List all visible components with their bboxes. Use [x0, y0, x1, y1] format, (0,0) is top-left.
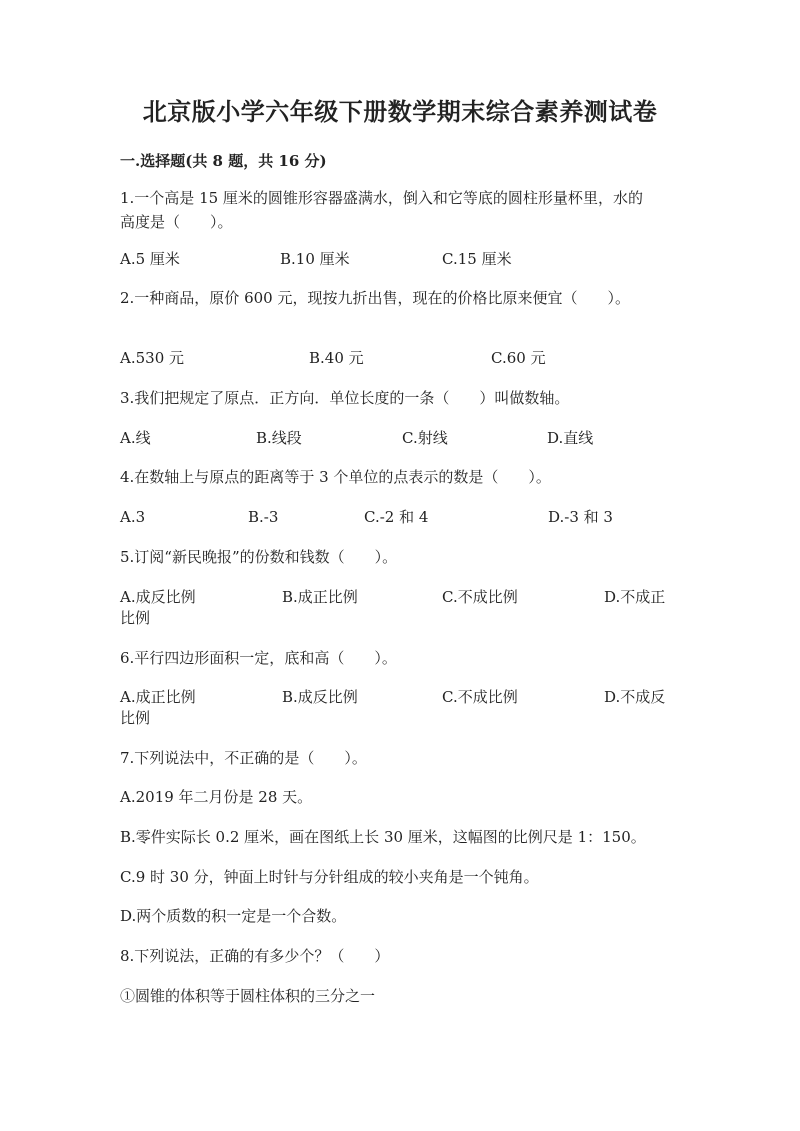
q3-option-c: C.射线 [402, 429, 448, 447]
question-7: 7.下列说法中，不正确的是（ ）。 [120, 749, 367, 767]
question-3: 3.我们把规定了原点．正方向．单位长度的一条（ ）叫做数轴。 [120, 389, 570, 407]
q6-option-a: A.成正比例 [120, 688, 196, 706]
q5-option-d-continued: 比例 [120, 609, 151, 627]
question-4: 4.在数轴上与原点的距离等于 3 个单位的点表示的数是（ ）。 [120, 468, 551, 486]
q3-option-d: D.直线 [547, 429, 594, 447]
question-5: 5.订阅“新民晚报”的份数和钱数（ ）。 [120, 548, 398, 566]
q6-option-d: D.不成反 [604, 688, 666, 706]
q5-option-b: B.成正比例 [282, 588, 358, 606]
question-2: 2.一种商品，原价 600 元，现按九折出售，现在的价格比原来便宜（ ）。 [120, 289, 630, 307]
q8-statement-1: ①圆锥的体积等于圆柱体积的三分之一 [120, 987, 376, 1005]
q5-option-d: D.不成正 [604, 588, 666, 606]
q1-option-c: C.15 厘米 [442, 250, 512, 268]
q7-option-d: D.两个质数的积一定是一个合数。 [120, 907, 347, 925]
q3-option-a: A.线 [120, 429, 151, 447]
q6-option-c: C.不成比例 [442, 688, 518, 706]
q1-option-b: B.10 厘米 [280, 250, 350, 268]
q2-option-b: B.40 元 [309, 349, 364, 367]
q7-option-a: A.2019 年二月份是 28 天。 [120, 788, 313, 806]
q6-option-d-continued: 比例 [120, 709, 151, 727]
section-heading: 一.选择题(共 8 题，共 16 分) [120, 152, 327, 170]
q7-option-b: B.零件实际长 0.2 厘米，画在图纸上长 30 厘米，这幅图的比例尺是 1：150。 [120, 828, 646, 846]
q4-option-c: C.-2 和 4 [364, 508, 429, 526]
q4-option-b: B.-3 [248, 508, 279, 526]
q2-option-a: A.530 元 [120, 349, 184, 367]
q5-option-a: A.成反比例 [120, 588, 196, 606]
q2-option-c: C.60 元 [491, 349, 546, 367]
question-1-line-1: 1.一个高是 15 厘米的圆锥形容器盛满水，倒入和它等底的圆柱形量杯里，水的 [120, 189, 643, 207]
q4-option-a: A.3 [120, 508, 146, 526]
q3-option-b: B.线段 [256, 429, 302, 447]
q7-option-c: C.9 时 30 分，钟面上时针与分针组成的较小夹角是一个钝角。 [120, 868, 539, 886]
q5-option-c: C.不成比例 [442, 588, 518, 606]
question-8: 8.下列说法，正确的有多少个？（ ） [120, 947, 390, 965]
question-6: 6.平行四边形面积一定，底和高（ ）。 [120, 649, 397, 667]
q6-option-b: B.成反比例 [282, 688, 358, 706]
question-1-line-2: 高度是（ ）。 [120, 213, 233, 231]
q1-option-a: A.5 厘米 [120, 250, 180, 268]
exam-title: 北京版小学六年级下册数学期末综合素养测试卷 [142, 97, 658, 126]
q4-option-d: D.-3 和 3 [548, 508, 613, 526]
